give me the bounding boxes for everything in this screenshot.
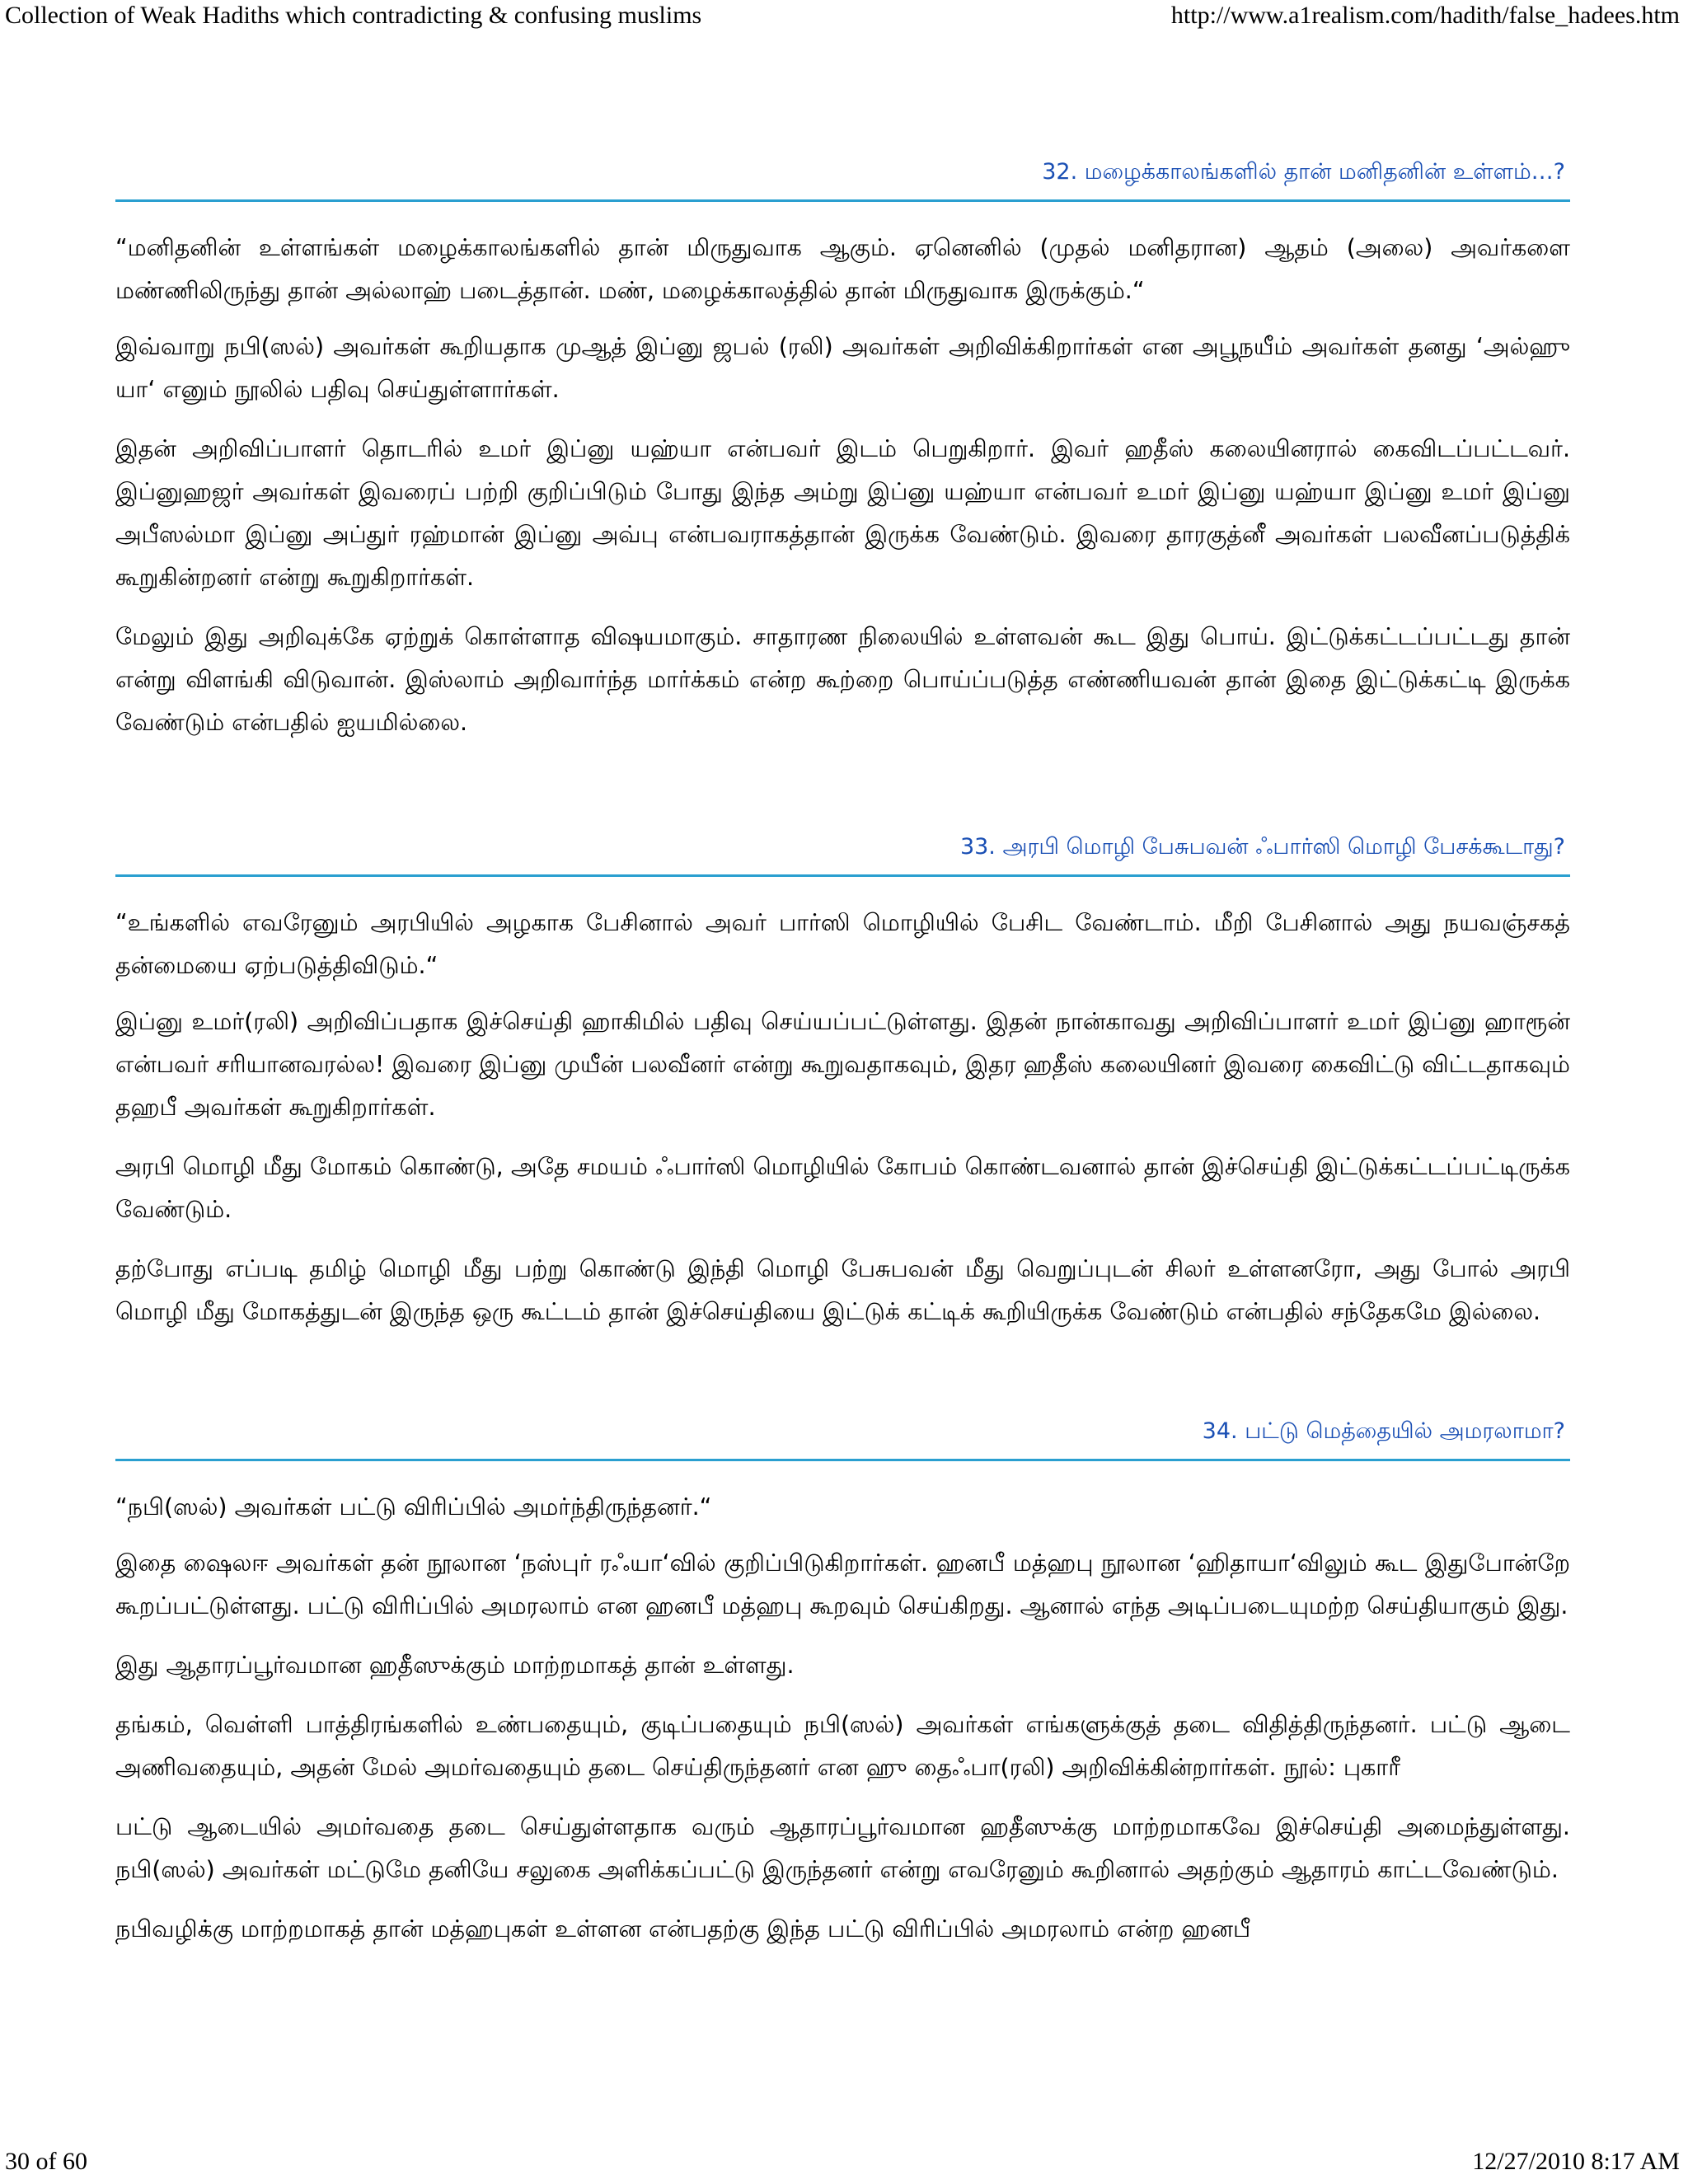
section-divider <box>115 199 1570 202</box>
paragraph: அரபி மொழி மீது மோகம் கொண்டு, அதே சமயம் ஃபார்ஸி மொழியில் கோபம் கொண்டவனால் தான் இச்செய்தி இட்டுக்கட்டப்பட்டிருக்க வேண்டும். <box>115 1153 1570 1223</box>
paragraph: இதை ஷைலஈ அவர்கள் தன் நூலான ‘நஸ்புர் ரஃயா‘வில் குறிப்பிடுகிறார்கள். ஹனபீ மத்ஹபு நூலான ‘ஹிதாயா‘விலும் கூட இதுபோன்றே கூறப்பட்டுள்ளது. பட்டு விரிப்பில் அமரலாம் என ஹனபீ மத்ஹபு கூறவும் செய்கிறது. ஆனால் எந்த அடிப்படையுமற்ற செய்தியாகும் இது. <box>115 1549 1571 1619</box>
hadith-quote: “உங்களில் எவரேனும் அரபியில் அழகாக பேசினால் அவர் பார்ஸி மொழியில் பேசிட வேண்டாம். மீறி பேசினால் அது நயவஞ்சகத் தன்மையை ஏற்படுத்திவிடும்.“ <box>115 909 1570 979</box>
paragraph: நபிவழிக்கு மாற்றமாகத் தான் மத்ஹபுகள் உள்ளன என்பதற்கு இந்த பட்டு விரிப்பில் அமரலாம் என்ற ஹனபீ <box>115 1915 1251 1943</box>
print-footer <box>0 2148 1688 2181</box>
section-title: 32. மழைக்காலங்களில் தான் மனிதனின் உள்ளம்…? <box>1042 159 1565 185</box>
section-divider <box>115 874 1570 877</box>
hadith-quote: “நபி(ஸல்) அவர்கள் பட்டு விரிப்பில் அமர்ந்திருந்தனர்.“ <box>115 1493 712 1521</box>
paragraph: இது ஆதாரப்பூர்வமான ஹதீஸுக்கும் மாற்றமாகத் தான் உள்ளது. <box>115 1652 795 1679</box>
print-header <box>0 2 1688 35</box>
section-34 <box>115 1408 1570 1951</box>
paragraph: இப்னு உமர்(ரலி) அறிவிப்பதாக இச்செய்தி ஹாகிமில் பதிவு செய்யப்பட்டுள்ளது. இதன் நான்காவது அறிவிப்பாளர் உமர் இப்னு ஹாரூன் என்பவர் சரியானவரல்ல! இவரை இப்னு முயீன் பலவீனர் என்று கூறுவதாகவும், இதர ஹதீஸ் கலையினர் இவரை கைவிட்டு விட்டதாகவும் தஹபீ அவர்கள் கூறுகிறார்கள். <box>115 1008 1570 1121</box>
paragraph: தங்கம், வெள்ளி பாத்திரங்களில் உண்பதையும், குடிப்பதையும் நபி(ஸல்) அவர்கள் எங்களுக்குத் தடை விதித்திருந்தனர். பட்டு ஆடை அணிவதையும், அதன் மேல் அமர்வதையும் தடை செய்திருந்தனர் என ஹு தைஃபா(ரலி) அறிவிக்கின்றார்கள். நூல்: புகாரீ <box>115 1711 1570 1781</box>
page-number: 30 of 60 <box>5 2148 87 2175</box>
paragraph: இவ்வாறு நபி(ஸல்) அவர்கள் கூறியதாக முஆத் இப்னு ஜபல் (ரலி) அவர்கள் அறிவிக்கிறார்கள் என அபூநயீம் அவர்கள் தனது ‘அல்ஹு யா‘ எனும் நூலில் பதிவு செய்துள்ளார்கள். <box>115 333 1570 403</box>
section-title: 34. பட்டு மெத்தையில் அமரலாமா? <box>1202 1418 1565 1444</box>
paragraph: தற்போது எப்படி தமிழ் மொழி மீது பற்று கொண்டு இந்தி மொழி பேசுபவன் மீது வெறுப்புடன் சிலர் உள்ளனரோ, அது போல் அரபி மொழி மீது மோகத்துடன் இருந்த ஒரு கூட்டம் தான் இச்செய்தியை இட்டுக் கட்டிக் கூறியிருக்க வேண்டும் என்பதில் சந்தேகமே இல்லை. <box>115 1255 1570 1325</box>
section-33 <box>115 823 1570 1333</box>
paragraph: மேலும் இது அறிவுக்கே ஏற்றுக் கொள்ளாத விஷயமாகும். சாதாரண நிலையில் உள்ளவன் கூட இது பொய். இட்டுக்கட்டப்பட்டது தான் என்று விளங்கி விடுவான். இஸ்லாம் அறிவார்ந்த மார்க்கம் என்ற கூற்றை பொய்ப்படுத்த எண்ணியவன் தான் இதை இட்டுக்கட்டி இருக்க வேண்டும் என்பதில் ஐயமில்லை. <box>115 623 1570 736</box>
paragraph: இதன் அறிவிப்பாளர் தொடரில் உமர் இப்னு யஹ்யா என்பவர் இடம் பெறுகிறார். இவர் ஹதீஸ் கலையினரால் கைவிடப்பட்டவர். இப்னுஹஜர் அவர்கள் இவரைப் பற்றி குறிப்பிடும் போது இந்த அம்று இப்னு யஹ்யா என்பவர் உமர் இப்னு யஹ்யா இப்னு உமர் இப்னு அபீஸல்மா இப்னு அப்துர் ரஹ்மான் இப்னு அவ்பு என்பவராகத்தான் இருக்க வேண்டும். இவரை தாரகுத்னீ அவர்கள் பலவீனப்படுத்திக் கூறுகின்றனர் என்று கூறுகிறார்கள். <box>115 435 1570 591</box>
paragraph: பட்டு ஆடையில் அமர்வதை தடை செய்துள்ளதாக வரும் ஆதாரப்பூர்வமான ஹதீஸுக்கு மாற்றமாகவே இச்செய்தி அமைந்துள்ளது. நபி(ஸல்) அவர்கள் மட்டுமே தனியே சலுகை அளிக்கப்பட்டு இருந்தனர் என்று எவரேனும் கூறினால் அதற்கும் ஆதாரம் காட்டவேண்டும். <box>115 1813 1570 1883</box>
print-timestamp: 12/27/2010 8:17 AM <box>1472 2148 1680 2175</box>
section-divider <box>115 1459 1570 1461</box>
document-url: http://www.a1realism.com/hadith/false_hadees.htm <box>1170 2 1680 29</box>
document-title: Collection of Weak Hadiths which contradicting & confusing muslims <box>5 2 702 29</box>
section-32 <box>115 148 1570 744</box>
section-title: 33. அரபி மொழி பேசுபவன் ஃபார்ஸி மொழி பேசக்கூடாது? <box>959 834 1565 860</box>
page-content <box>115 148 1570 1967</box>
hadith-quote: “மனிதனின் உள்ளங்கள் மழைக்காலங்களில் தான் மிருதுவாக ஆகும். ஏனெனில் (முதல் மனிதரான) ஆதம் (அலை) அவர்களை மண்ணிலிருந்து தான் அல்லாஹ் படைத்தான். மண், மழைக்காலத்தில் தான் மிருதுவாக இருக்கும்.“ <box>115 234 1570 304</box>
